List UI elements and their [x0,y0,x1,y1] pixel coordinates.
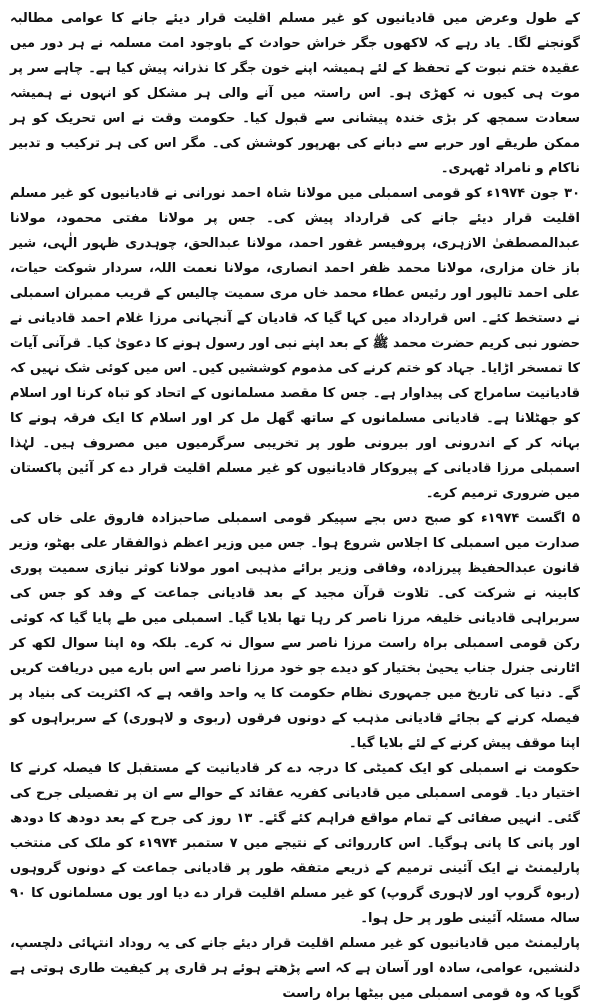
paragraph-assembly-session-august-5: ۵ اگست ۱۹۷۴ء کو صبح دس بجے سپیکر قومی اسمبلی صاحبزادہ فاروق علی خاں کی صدارت میں اسمبلی کا اجلاس شروع ہوا۔ جس میں وزیر اعظم ذوالفقار علی بھٹو، وزیر قانون عبدالحفیظ پیرزادہ، وفاقی وزیر برائے مذہبی امور مولانا کوثر نیازی سمیت پوری کابینہ نے شرکت کی۔ تلاوت قرآن مجید کے بعد قادیانی جماعت کے وفد کو جس کی سربراہی قادیانی خلیفہ مرزا ناصر کر رہا تھا بلایا گیا۔ اسمبلی میں طے پایا گیا کہ کوئی رکن قومی اسمبلی براہ راست مرزا ناصر سے سوال نہ کرے۔ بلکہ وہ اپنا سوال لکھ کر اٹارنی جنرل جناب یحییٰ بختیار کو دیدے جو خود مرزا ناصر سے اس بارے میں دریافت کریں گے۔ دنیا کی تاریخ میں جمہوری نظام حکومت کا یہ واحد واقعہ ہے کہ اکثریت کی بنیاد پر فیصلہ کرنے کے بجائے قادیانی مذہب کے دونوں فرقوں (ربوی و لاہوری) کے سربراہوں کو اپنا موقف پیش کرنے کے لئے بلایا گیا۔ [10,511,580,751]
article-body [10,6,580,1006]
paragraph-committee-decision: حکومت نے اسمبلی کو ایک کمیٹی کا درجہ دے کر قادیانیت کے مستقبل کا فیصلہ کرنے کا اختیار دیا۔ قومی اسمبلی میں قادیانی کفریہ عقائد کے حوالے سے ان پر تفصیلی جرح کی گئی۔ انہیں صفائی کے تمام مواقع فراہم کئے گئے۔ ۱۳ روز کی جرح کے بعد دودھ کا دودھ اور پانی کا پانی ہوگیا۔ اس کارروائی کے نتیجے میں ۷ ستمبر ۱۹۷۴ء کو ملک کی منتخب پارلیمنٹ نے ایک آئینی ترمیم کے ذریعے متفقہ طور پر قادیانی جماعت کے دونوں گروہوں (ربوہ گروپ اور لاہوری گروپ) کو غیر مسلم اقلیت قرار دے دیا اور یوں مسلمانوں کا ۹۰ سالہ مسئلہ آئینی طور پر حل ہوا۔ [10,761,580,926]
paragraph-public-demand: کے طول وعرض میں قادیانیوں کو غیر مسلم اقلیت قرار دیئے جانے کا عوامی مطالبہ گونجنے لگا۔ یاد رہے کہ لاکھوں جگر خراش حوادث کے باوجود امت مسلمہ نے ہر دور میں عقیدہ ختم نبوت کے تحفظ کے لئے ہمیشہ اپنے خون جگر کا نذرانہ پیش کیا ہے۔ چاہے سر پر موت ہی کیوں نہ کھڑی ہو۔ اس راستہ میں آنے والی ہر مشکل کو انہوں نے ہمیشہ سعادت سمجھ کر بڑی خندہ پیشانی سے قبول کیا۔ حکومت وقت نے اس تحریک کو ہر ممکن طریقے اور حربے سے دبانے کی بھرپور کوشش کی۔ مگر اس کی ہر ترکیب و تدبیر ناکام و نامراد ٹھہری۔ [10,11,580,176]
paragraph-parliament-proceedings: پارلیمنٹ میں قادیانیوں کو غیر مسلم اقلیت قرار دیئے جانے کی یہ روداد انتہائی دلچسپ، دلنشیں، عوامی، سادہ اور آسان ہے کہ اسے پڑھتے ہوئے ہر قاری پر کیفیت طاری ہوتی ہے گویا کہ وہ قومی اسمبلی میں بیٹھا براہ راست [10,936,580,1001]
paragraph-resolution-june-30: ۳۰ جون ۱۹۷۴ء کو قومی اسمبلی میں مولانا شاہ احمد نورانی نے قادیانیوں کو غیر مسلم اقلیت قرار دیئے جانے کی قرارداد پیش کی۔ جس پر مولانا مفتی محمود، مولانا عبدالمصطفیٰ الازہری، پروفیسر غفور احمد، مولانا عبدالحق، چوہدری ظہور الٰہی، شیر باز خان مزاری، مولانا محمد ظفر احمد انصاری، مولانا نعمت اللہ، سردار شوکت حیات، علی احمد تالپور اور رئیس عطاء محمد خاں مری سمیت چالیس کے قریب ممبران اسمبلی نے دستخط کئے۔ اس قرارداد میں کہا گیا کہ قادیان کے آنجہانی مرزا غلام احمد قادیانی نے حضور نبی کریم حضرت محمد ﷺ کے بعد اپنے نبی اور رسول ہونے کا دعویٰ کیا۔ قرآنی آیات کا تمسخر اڑایا۔ جہاد کو ختم کرنے کی مذموم کوششیں کیں۔ اس میں کوئی شک نہیں کہ قادیانیت سامراج کی پیداوار ہے۔ جس کا مقصد مسلمانوں کے اتحاد کو تباہ کرنا اور اسلام کو جھٹلانا ہے۔ قادیانی مسلمانوں کے ساتھ گھل مل کر اور اسلام کا ایک فرقہ ہونے کا بہانہ کر کے اندرونی اور بیرونی طور پر تخریبی سرگرمیوں میں مصروف ہیں۔ لہٰذا اسمبلی مرزا قادیانی کے پیروکار قادیانیوں کو غیر مسلم اقلیت قرار دے کر آئین پاکستان میں ضروری ترمیم کرے۔ [10,186,581,501]
